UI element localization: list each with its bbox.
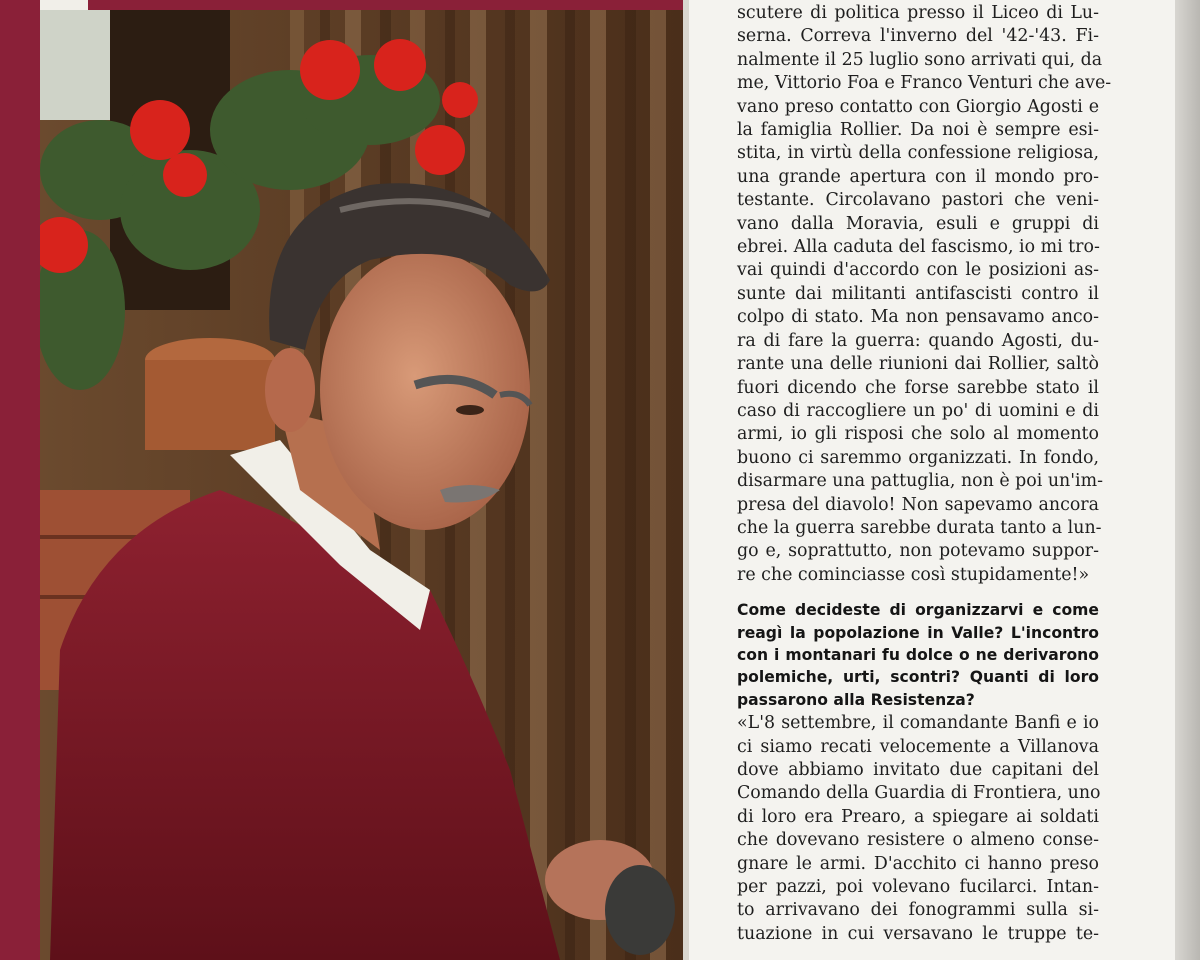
text-line: buono ci saremmo organizzati. In fondo,: [737, 447, 1099, 468]
text-line: una grande apertura con il mondo pro-: [737, 166, 1099, 187]
text-line: nalmente il 25 luglio sono arrivati qui, da: [737, 49, 1103, 70]
text-line: me, Vittorio Foa e Franco Venturi che ave-: [737, 73, 1112, 94]
text-line: armi, io gli risposi che solo al momento: [737, 424, 1099, 445]
page-border-left: [0, 0, 40, 960]
answer-paragraph-1: [737, 0, 1112, 587]
question-line: passarono alla Resistenza?: [737, 690, 975, 709]
text-line: testante. Circolavano pastori che veni-: [737, 190, 1099, 211]
question-line: reagì la popolazione in Valle? L'incontro: [737, 623, 1099, 642]
interview-column: [737, 0, 1112, 946]
text-line: stita, in virtù della confessione religiosa,: [737, 143, 1099, 164]
text-line: scutere di politica presso il Liceo di Lu-: [737, 3, 1099, 23]
text-line: serna. Correva l'inverno del '42-'43. Fi-: [737, 26, 1099, 47]
question-line: Come decideste di organizzarvi e come: [737, 601, 1099, 620]
text-line: tuazione in cui versavano le truppe te-: [737, 923, 1099, 944]
text-line: vano dalla Moravia, esuli e gruppi di: [737, 213, 1099, 234]
page-edge-shadow: [1175, 0, 1200, 960]
text-line: «L'8 settembre, il comandante Banfi e io: [737, 713, 1099, 734]
text-line: che dovevano resistere o almeno conse-: [737, 830, 1099, 851]
page-border-top: [40, 0, 685, 10]
interview-question: [737, 599, 1099, 711]
text-line: gnare le armi. D'acchito ci hanno preso: [737, 853, 1099, 874]
portrait-illustration: [40, 10, 685, 960]
text-line: vano preso contatto con Giorgio Agosti e: [737, 96, 1099, 117]
text-line: per pazzi, poi volevano fucilarci. Intan-: [737, 877, 1099, 898]
text-line: fuori dicendo che forse sarebbe stato il: [737, 377, 1099, 398]
text-page: [689, 0, 1175, 960]
text-line: disarmare una pattuglia, non è poi un'im-: [737, 471, 1103, 492]
text-line: Comando della Guardia di Frontiera, uno: [737, 783, 1101, 804]
text-line: ra di fare la guerra: quando Agosti, du-: [737, 330, 1099, 351]
text-line: go e, soprattutto, non potevamo suppor-: [737, 541, 1099, 562]
portrait-photo: [40, 10, 685, 960]
text-line: presa del diavolo! Non sapevamo ancora: [737, 494, 1099, 515]
text-line: vai quindi d'accordo con le posizioni as-: [737, 260, 1099, 281]
question-line: con i montanari fu dolce o ne derivarono: [737, 645, 1099, 664]
text-line: la famiglia Rollier. Da noi è sempre esi-: [737, 120, 1099, 141]
text-line: rante una delle riunioni dai Rollier, saltò: [737, 354, 1099, 375]
text-line: ebrei. Alla caduta del fascismo, io mi tro-: [737, 237, 1100, 258]
text-line: caso di raccogliere un po' di uomini e di: [737, 400, 1099, 421]
text-line: che la guerra sarebbe durata tanto a lun-: [737, 517, 1102, 538]
text-line: re che cominciasse così stupidamente!»: [737, 564, 1090, 585]
text-line: dove abbiamo invitato due capitani del: [737, 760, 1099, 780]
answer-paragraph-2: [737, 712, 1099, 946]
text-line: to arrivavano dei fonogrammi sulla si-: [737, 900, 1099, 921]
text-line: colpo di stato. Ma non pensavamo anco-: [737, 307, 1099, 328]
text-line: sunte dai militanti antifascisti contro il: [737, 283, 1099, 304]
photo-top-strip: [40, 0, 88, 10]
text-line: di loro era Prearo, a spiegare ai soldati: [737, 806, 1099, 827]
text-line: ci siamo recati velocemente a Villanova: [737, 736, 1099, 757]
question-line: polemiche, urti, scontri? Quanti di loro: [737, 668, 1099, 687]
